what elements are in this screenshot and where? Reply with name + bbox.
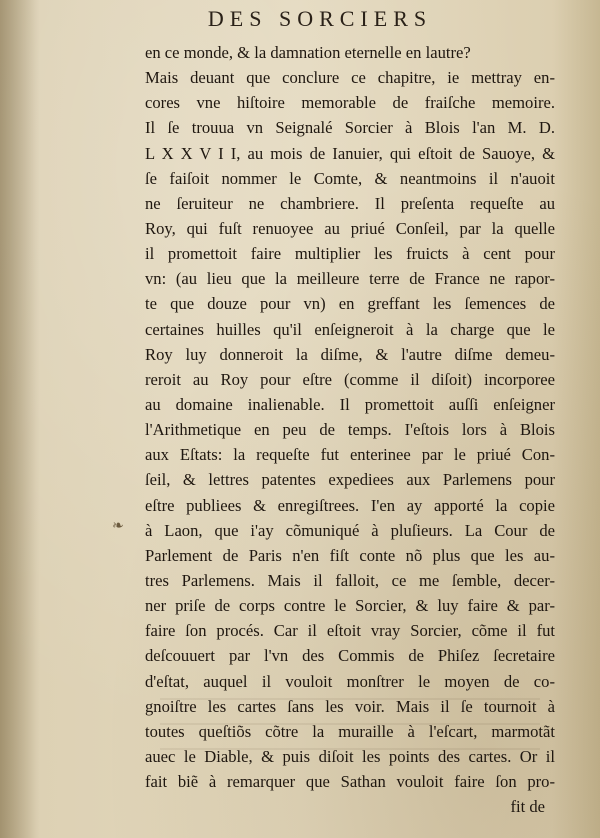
text-line: tres Parlemens. Mais il falloit, ce me ſemble, decer-	[145, 570, 555, 590]
text-line: cores vne hiſtoire memorable de fraiſche memoire.	[145, 93, 555, 113]
text-line: Il ſe trouua vn Seignalé Sorcier à Blois l'an M. D.	[145, 118, 555, 138]
text-line: ſe faiſoit nommer le Comte, & neantmoins il n'auoit	[145, 168, 555, 188]
text-line: en ce monde, & la damnation eternelle en lautre?	[145, 43, 471, 62]
text-line: gnoiſtre les cartes ſans les voir. Mais il ſe tournoit à	[145, 696, 555, 716]
running-head: DES SORCIERS	[207, 6, 433, 31]
text-line: deſcouuert par l'vn des Commis de Phiſez ſecretaire	[145, 646, 555, 666]
text-line: Parlement de Paris n'en fiſt conte nõ plus que les au-	[145, 545, 555, 565]
text-line: vn: (au lieu que la meilleure terre de France ne rapor-	[145, 269, 555, 289]
text-line: fait biẽ à remarquer que Sathan vouloit faire ſon pro-	[145, 772, 555, 792]
text-line: Roy luy donneroit la diſme, & l'autre diſme demeu-	[145, 344, 555, 364]
text-line: L X X V I I, au mois de Ianuier, qui eſtoit de Sauoye, &	[145, 143, 555, 163]
text-line: il promettoit faire multiplier les fruicts à cent pour	[145, 244, 555, 264]
text-line: l'Arithmetique en peu de temps. I'eſtois lors à Blois	[145, 420, 555, 440]
text-line: faire ſon procés. Car il eſtoit vray Sorcier, cõme il fut	[145, 621, 555, 641]
text-line: d'eſtat, auquel il vouloit monſtrer le moyen de co-	[145, 671, 555, 691]
gutter-shadow	[0, 0, 40, 838]
text-line: reroit au Roy pour eſtre (comme il diſoit) incorporee	[145, 369, 555, 389]
text-line: ner priſe de corps contre le Sorcier, & luy faire & par-	[145, 596, 555, 616]
text-line: fit de	[510, 797, 545, 817]
text-line: te que douze pour vn) en greffant les ſemences de	[145, 294, 555, 314]
text-line: ſeil, & lettres patentes expediees aux Parlemens pour	[145, 470, 555, 490]
text-line: aux Eſtats: la requeſte fut enterinee par le priué Con-	[145, 445, 555, 465]
body-text	[145, 40, 555, 819]
text-line: auec le Diable, & puis diſoit les points des cartes. Or il	[145, 746, 555, 766]
text-line: au domaine inalienable. Il promettoit auſſi enſeigner	[145, 394, 555, 414]
text-line: Roy, qui fuſt renuoyee au priué Conſeil, par la quelle	[145, 218, 555, 238]
text-line: eſtre publiees & enregiſtrees. I'en ay apporté la copie	[145, 495, 555, 515]
margin-ornament: ❧	[112, 518, 124, 534]
text-line: certaines huilles qu'il enſeigneroit à la charge que le	[145, 319, 555, 339]
text-line: Mais deuant que conclure ce chapitre, ie mettray en-	[145, 68, 555, 88]
text-line: à Laon, que i'ay cõmuniqué à pluſieurs. La Cour de	[145, 520, 555, 540]
text-line: toutes queſtiõs cõtre la muraille à l'eſcart, marmotãt	[145, 721, 555, 741]
text-line: ne ſeruiteur ne chambriere. Il preſenta requeſte au	[145, 193, 555, 213]
